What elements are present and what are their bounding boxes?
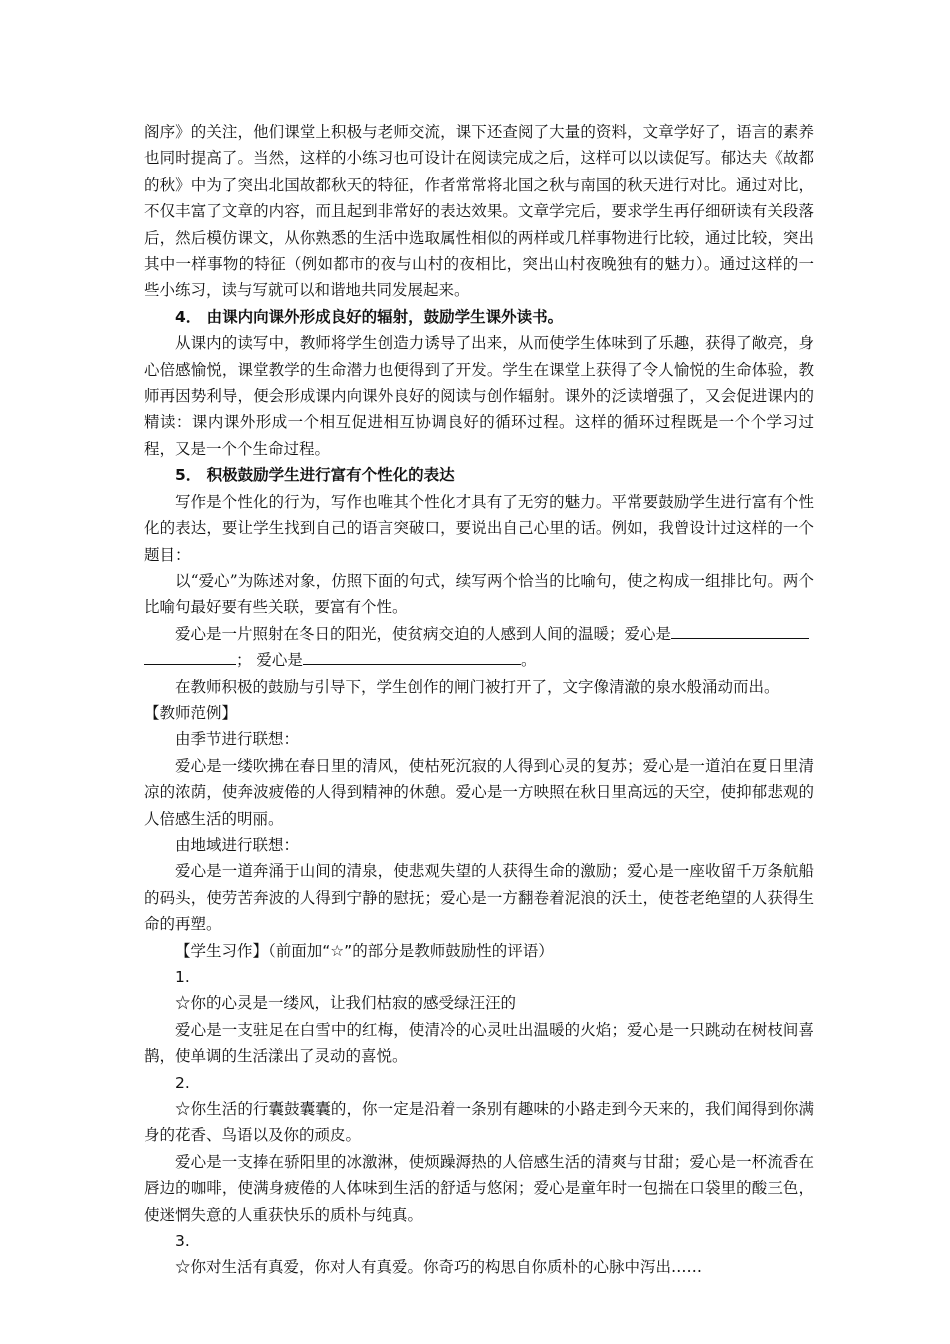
exercise-prompt: 以“爱心”为陈述对象，仿照下面的句式，续写两个恰当的比喻句，使之构成一组排比句。两个比喻句最好要有些关联，要富有个性。 [144, 571, 814, 617]
paragraph-intro: 阁序》的关注，他们课堂上积极与老师交流，课下还查阅了大量的资料，文章学好了，语言的素养也同时提高了。当然，这样的小练习也可设计在阅读完成之后，这样可以以读促写。郁达夫《故都的秋》中为了突出北国故都秋天的特征，作者常常将北国之秋与南国的秋天进行对比。通过对比，不仅丰富了文章的内容，而且起到非常好的表达效果。文章学完后，要求学生再仔细研读有关段落后，然后模仿课文，从你熟悉的生活中选取属性相似的两样或几样事物进行比较，通过比较，突出其中一样事物的特征（例如都市的夜与山村的夜相比，突出山村夜晚独有的魅力）。通过这样的一些小练习，读与写就可以和谐地共同发展起来。 [144, 123, 814, 300]
teacher-comment-3: ☆你对生活有真爱，你对人有真爱。你奇巧的构思自你质朴的心脉中泻出…… [175, 1258, 703, 1277]
student-work-2: 爱心是一支捧在骄阳里的冰激淋，使烦躁溽热的人倍感生活的清爽与甘甜；爱心是一杯流香在唇边的咖啡，使满身疲倦的人体味到生活的舒适与悠闲；爱心是童年时一包揣在口袋里的酸三色，使迷惘失意的人重获快乐的质朴与纯真。 [144, 1152, 814, 1224]
teacher-example-heading: 【教师范例】 [144, 703, 238, 722]
paragraph-reading-radiation: 从课内的读写中，教师将学生创造力诱导了出来，从而使学生体味到了乐趣，获得了敞亮，身心倍感愉悦，课堂教学的生命潜力也便得到了开发。学生在课堂上获得了令人愉悦的生命体验，教师再因势利导，便会形成课内向课外良好的阅读与创作辐射。课外的泛读增强了，又会促进课内的精读：课内课外形成一个相互促进相互协调良好的循环过程。这样的循环过程既是一个个学习过程，又是一个个生命过程。 [144, 334, 814, 458]
document-page [144, 119, 814, 1281]
heading-4: 4． 由课内向课外形成良好的辐射，鼓励学生课外读书。 [175, 307, 564, 326]
answer-blank-1-cont [144, 649, 236, 665]
answer-blank-1 [671, 623, 809, 639]
student-work-number-2: 2. [175, 1073, 190, 1092]
student-work-heading: 【学生习作】（前面加“☆”的部分是教师鼓励性的评语） [175, 941, 554, 960]
teacher-comment-2: ☆你生活的行囊鼓囊囊的，你一定是沿着一条别有趣味的小路走到今天来的，我们闻得到你满身的花香、鸟语以及你的顽皮。 [144, 1100, 814, 1145]
teacher-comment-1: ☆你的心灵是一缕风，让我们枯寂的感受绿汪汪的 [175, 994, 517, 1013]
heading-5: 5． 积极鼓励学生进行富有个性化的表达 [175, 466, 455, 485]
answer-blank-2 [303, 649, 521, 665]
student-work-number-3: 3. [175, 1232, 190, 1251]
paragraph-personal-expression: 写作是个性化的行为，写作也唯其个性化才具有了无穷的魅力。平常要鼓励学生进行富有个性化的表达，要让学生找到自己的语言突破口，要说出自己心里的话。例如，我曾设计过这样的一个题目： [144, 492, 814, 564]
exercise-sentence-start: 爱心是一片照射在冬日的阳光，使贫病交迫的人感到人间的温暖；爱心是 [175, 624, 672, 643]
season-example: 爱心是一缕吹拂在春日里的清风，使枯死沉寂的人得到心灵的复苏；爱心是一道泊在夏日里清凉的浓荫，使奔波疲倦的人得到精神的休憩。爱心是一方映照在秋日里高远的天空，使抑郁悲观的人倍感生活的明丽。 [144, 756, 814, 828]
student-work-number-1: 1. [175, 968, 190, 986]
student-work-1: 爱心是一支驻足在白雪中的红梅，使清冷的心灵吐出温暖的火焰；爱心是一只跳动在树枝间喜鹊，使单调的生活漾出了灵动的喜悦。 [144, 1020, 814, 1066]
exercise-sentence-mid: ； 爱心是 [236, 651, 303, 670]
exercise-sentence-end: 。 [520, 651, 537, 670]
region-label: 由地域进行联想： [175, 835, 300, 854]
exercise-sentence [144, 621, 814, 674]
paragraph-creation: 在教师积极的鼓励与引导下，学生创作的闸门被打开了，文字像清澈的泉水般涌动而出。 [175, 677, 780, 696]
region-example: 爱心是一道奔涌于山间的清泉，使悲观失望的人获得生命的激励；爱心是一座收留千万条航船的码头，使劳苦奔波的人得到宁静的慰抚；爱心是一方翻卷着泥浪的沃土，使苍老绝望的人获得生命的再塑。 [144, 862, 814, 934]
season-label: 由季节进行联想： [175, 730, 300, 749]
